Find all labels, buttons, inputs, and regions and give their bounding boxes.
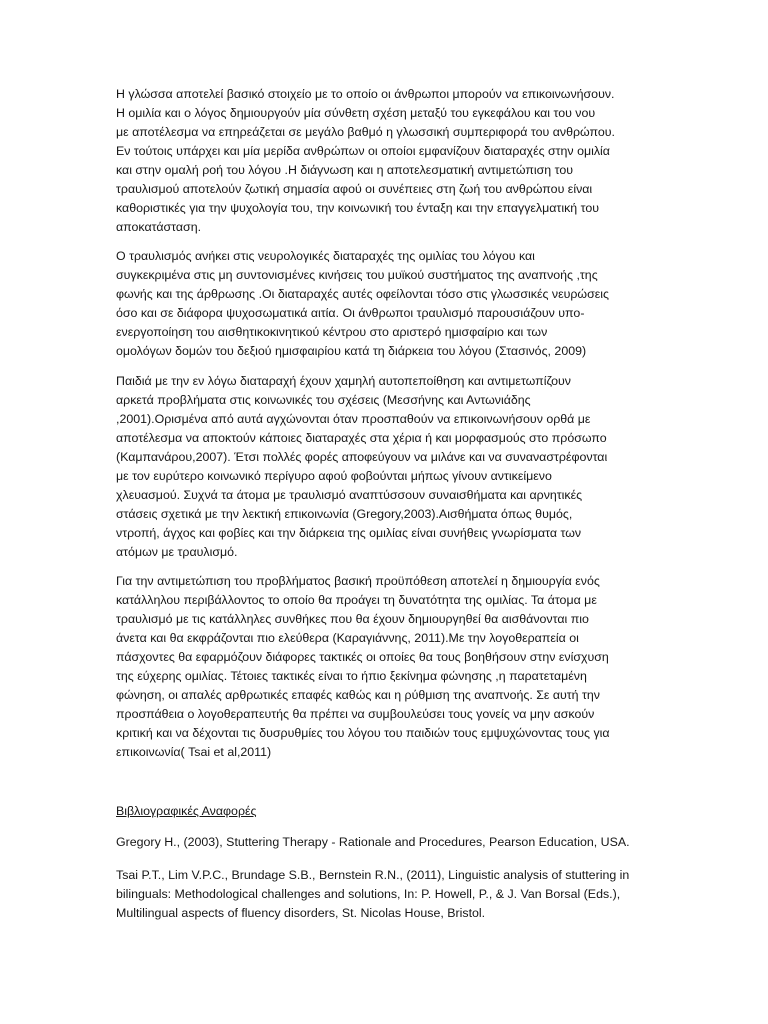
text-line: ομολόγων δομών του δεξιού ημισφαιρίου κατά τη διάρκεια του λόγου (Στασινός, 2009) xyxy=(116,344,587,358)
text-line: (Καμπανάρου,2007). Έτσι πολλές φορές αποφεύγουν να μιλάνε και να συναναστρέφονται xyxy=(116,450,608,464)
text-line: αποκατάσταση. xyxy=(116,220,202,234)
text-line: ατόμων με τραυλισμό. xyxy=(116,545,238,559)
text-line: πάσχοντες θα εφαρμόζουν διάφορες τακτικές οι οποίες θα τους βοηθήσουν στην ενίσχυση xyxy=(116,650,609,664)
text-line: καθοριστικές για την ψυχολογία του, την κοινωνική του ένταξη και την επαγγελματική του xyxy=(116,201,599,215)
paragraph-introduction xyxy=(116,85,656,237)
text-line: άνετα και θα εκφράζονται πιο ελεύθερα (Καραγιάννης, 2011).Με την λογοθεραπεία οι xyxy=(116,631,579,645)
reference-line: Gregory H., (2003), Stuttering Therapy - Rationale and Procedures, Pearson Education, USA. xyxy=(116,835,630,849)
reference-line: bilinguals: Methodological challenges and solutions, In: P. Howell, P., & J. Van Borsal (Eds.), xyxy=(116,887,621,901)
text-line: όσο και σε διάφορα ψυχοσωματικά αιτία. Οι άνθρωποι τραυλισμό παρουσιάζουν υπο- xyxy=(116,306,585,320)
text-line: φωνής και της άρθρωσης .Οι διαταραχές αυτές οφείλονται τόσο στις γλωσσικές νευρώσεις xyxy=(116,287,610,301)
text-line: προσπάθεια ο λογοθεραπευτής θα πρέπει να συμβουλεύσει τους γονείς να μην ασκούν xyxy=(116,707,595,721)
references-heading-block xyxy=(116,802,656,821)
paragraph-treatment xyxy=(116,572,656,762)
text-line: κριτική και να δέχονται τις δυσρυθμίες του λόγου του παιδιών τους εμψυχώνοντας τους για xyxy=(116,726,610,740)
text-line: Ο τραυλισμός ανήκει στις νευρολογικές διαταραχές της ομιλίας του λόγου και xyxy=(116,249,535,263)
text-line: τραυλισμό με τις κατάλληλες συνθήκες που θα έχουν δημιουργηθεί θα αισθάνονται πιο xyxy=(116,612,589,626)
text-line: Η γλώσσα αποτελεί βασικό στοιχείο με το οποίο οι άνθρωποι μπορούν να επικοινωνήσουν. xyxy=(116,87,615,101)
references-heading: Βιβλιογραφικές Αναφορές xyxy=(116,804,257,818)
text-line: φώνηση, οι απαλές αρθρωτικές επαφές καθώς και η ρύθμιση της αναπνοής. Σε αυτή την xyxy=(116,688,600,702)
reference-entry-gregory xyxy=(116,833,656,852)
text-line: αρκετά προβλήματα στις κοινωνικές του σχέσεις (Μεσσήνης και Αντωνιάδης xyxy=(116,393,531,407)
text-line: Η ομιλία και ο λόγος δημιουργούν μία σύνθετη σχέση μεταξύ του εγκεφάλου και του νου xyxy=(116,106,596,120)
reference-entry-tsai xyxy=(116,866,656,923)
text-line: επικοινωνία( Tsai et al,2011) xyxy=(116,745,272,759)
text-line: ενεργοποίηση του αισθητικοκινητικού κέντρου στο αριστερό ημισφαίριο και των xyxy=(116,325,548,339)
text-line: τραυλισμού αποτελούν ζωτική σημασία αφού οι συνέπειες στη ζωή του ανθρώπου είναι xyxy=(116,182,593,196)
paragraph-stuttering-definition xyxy=(116,247,656,361)
text-line: αποτέλεσμα να αποκτούν κάποιες διαταραχές στα χέρια ή και μορφασμούς στο πρόσωπο xyxy=(116,431,607,445)
reference-line: Multilingual aspects of fluency disorders, St. Nicolas House, Bristol. xyxy=(116,906,486,920)
text-line: Για την αντιμετώπιση του προβλήματος βασική προϋπόθεση αποτελεί η δημιουργία ενός xyxy=(116,574,600,588)
reference-line: Tsai P.T., Lim V.P.C., Brundage S.B., Bernstein R.N., (2011), Linguistic analysis of stuttering in xyxy=(116,868,630,882)
text-line: στάσεις σχετικά με την λεκτική επικοινωνία (Gregory,2003).Αισθήματα όπως θυμός, xyxy=(116,507,573,521)
paragraph-children-effects xyxy=(116,372,656,562)
text-line: και στην ομαλή ροή του λόγου .Η διάγνωση και η αποτελεσματική αντιμετώπιση του xyxy=(116,163,574,177)
text-line: με αποτέλεσμα να επηρεάζεται σε μεγάλο βαθμό η γλωσσική συμπεριφορά του ανθρώπου. xyxy=(116,125,615,139)
text-line: Παιδιά με την εν λόγω διαταραχή έχουν χαμηλή αυτοπεποίθηση και αντιμετωπίζουν xyxy=(116,374,571,388)
text-line: κατάλληλου περιβάλλοντος το οποίο θα προάγει τη δυνατότητα της ομιλίας. Τα άτομα με xyxy=(116,593,597,607)
text-line: με τον ευρύτερο κοινωνικό περίγυρο αφού φοβούνται μήπως γίνουν αντικείμενο xyxy=(116,469,552,483)
text-line: χλευασμού. Συχνά τα άτομα με τραυλισμό αναπτύσσουν συναισθήματα και αρνητικές xyxy=(116,488,583,502)
text-line: της εύχερης ομιλίας. Τέτοιες τακτικές είναι το ήπιο ξεκίνημα φώνησης ,η παρατεταμένη xyxy=(116,669,587,683)
text-line: συγκεκριμένα στις μη συντονισμένες κινήσεις του μυϊκού συστήματος της αναπνοής ,της xyxy=(116,268,598,282)
text-line: ντροπή, άγχος και φοβίες και την διάρκεια της ομιλίας είναι συνήθεις γνωρίσματα των xyxy=(116,526,582,540)
text-line: Εν τούτοις υπάρχει και μία μερίδα ανθρώπων οι οποίοι εμφανίζουν διαταραχές στην ομιλία xyxy=(116,144,610,158)
text-line: ,2001).Ορισμένα από αυτά αγχώνονται όταν προσπαθούν να επικοινωνήσουν ορθά με xyxy=(116,412,591,426)
